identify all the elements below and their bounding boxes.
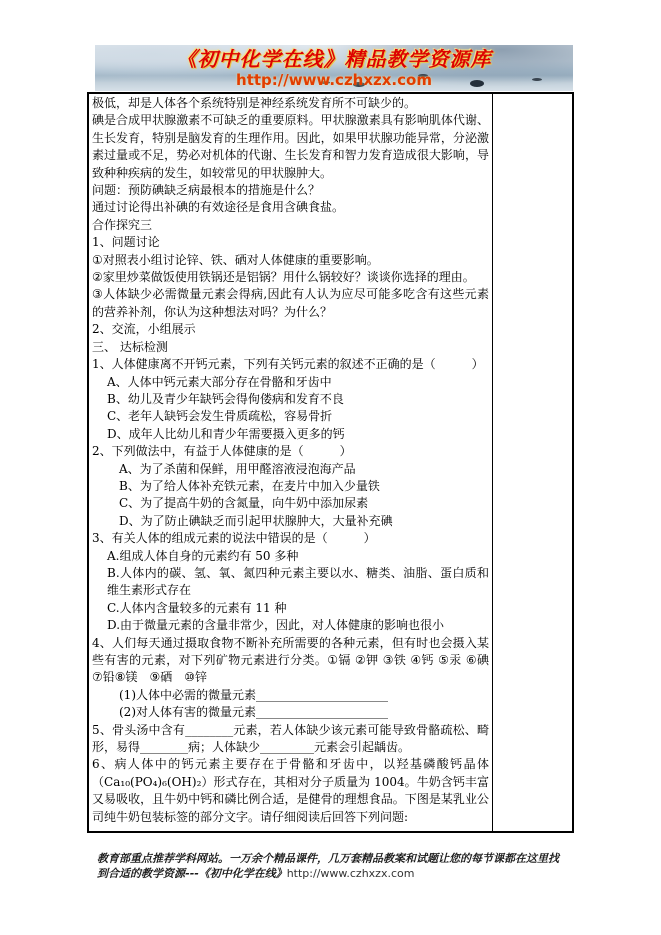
paragraph: B.人体内的碳、氢、氧、氮四种元素主要以水、糖类、油脂、蛋白质和维生素形式存在 [107, 565, 489, 598]
paragraph: 6、病人体中的钙元素主要存在于骨骼和牙齿中，以羟基磷酸钙晶体（Ca₁₀(PO₄)₆(OH)₂）形式存在，其相对分子质量为 1004。牛奶含钙丰富又易吸收，且牛奶中钙和磷比例合适，是健骨的理想食品。下图是某乳业公司纯牛奶包装标签的部分文字。请仔细阅读后回答下列问题: [92, 757, 489, 824]
paragraph: 合作探究三 [92, 217, 153, 232]
site-banner [95, 45, 573, 91]
worksheet-body [92, 95, 489, 826]
paragraph: 3、有关人体的组成元素的说法中错误的是（ ） [92, 531, 376, 546]
paragraph: 4、人们每天通过摄取食物不断补充所需要的各种元素，但有时也会摄入某些有害的元素，对下列矿物元素进行分类。①镉 ②钾 ③铁 ④钙 ⑤汞 ⑥碘 ⑦铅⑧镁 ⑨硒 ⑩锌 [92, 635, 489, 685]
paragraph: 通过讨论得出补碘的有效途径是食用含碘食盐。 [92, 200, 345, 215]
worksheet-main-cell [89, 94, 492, 831]
banner-title: 《初中化学在线》精品教学资源库 [176, 47, 492, 71]
paragraph: B、幼儿及青少年缺钙会得佝偻病和发育不良 [107, 391, 344, 406]
paragraph: A、为了杀菌和保鲜，用甲醛溶液浸泡海产品 [119, 461, 356, 476]
paragraph: 1、问题讨论 [92, 235, 160, 250]
paragraph: 碘是合成甲状腺激素不可缺乏的重要原料。甲状腺激素具有影响肌体代谢、生长发育，特别是脑发育的生理作用。因此，如果甲状腺功能异常，分泌激素过量或不足，势必对机体的代谢、生长发育和智力发育造成很大影响，导致种种疾病的发生，如较常见的甲状腺肿大。 [92, 113, 489, 180]
paragraph: 2、交流，小组展示 [92, 322, 196, 337]
banner-url[interactable]: http://www.czhxzx.com [236, 71, 432, 89]
paragraph: 5、骨头汤中含有________元素，若人体缺少该元素可能导致骨骼疏松、畸形，易得________病；人体缺少_________元素会引起龋齿。 [92, 722, 489, 755]
worksheet-side-cell [492, 94, 572, 831]
page-footer [97, 851, 569, 881]
paragraph: D、成年人比幼儿和青少年需要摄入更多的钙 [107, 426, 345, 441]
paragraph: ②家里炒菜做饭使用铁锅还是铝锅？用什么锅较好？谈谈你选择的理由。 [92, 270, 475, 285]
paragraph: A.组成人体自身的元素约有 50 多种 [107, 548, 299, 563]
paragraph: 1、人体健康离不开钙元素，下列有关钙元素的叙述不正确的是（ ） [92, 357, 484, 372]
paragraph: (1)人体中必需的微量元素______________________ [119, 687, 388, 702]
paragraph: D、为了防止碘缺乏而引起甲状腺肿大，大量补充碘 [119, 513, 393, 528]
paragraph: 2、下列做法中，有益于人体健康的是（ ） [92, 444, 352, 459]
paragraph: C.人体内含量较多的元素有 11 种 [107, 600, 287, 615]
paragraph: D.由于微量元素的含量非常少，因此，对人体健康的影响也很小 [107, 618, 445, 633]
paragraph: C、老年人缺钙会发生骨质疏松，容易骨折 [107, 409, 333, 424]
footer-text: 教育部重点推荐学科网站。一万余个精品课件，几万套精品教案和试题让您的每节课都在这里找到合适的教学资源---《初中化学在线》 [97, 852, 559, 880]
footer-url[interactable]: http://www.czhxzx.com [286, 867, 415, 880]
paragraph: 问题：预防碘缺乏病最根本的措施是什么？ [92, 183, 321, 198]
paragraph: (2)对人体有害的微量元素______________________ [119, 705, 388, 720]
paragraph: 三、 达标检测 [92, 339, 168, 354]
paragraph: 极低，却是人体各个系统特别是神经系统发育所不可缺少的。 [92, 96, 417, 110]
paragraph: A、人体中钙元素大部分存在骨骼和牙齿中 [107, 374, 332, 389]
paragraph: ③人体缺少必需微量元素会得病,因此有人认为应尽可能多吃含有这些元素的营养补剂，你认为这种想法对吗？为什么？ [92, 287, 489, 319]
paragraph: B、为了给人体补充铁元素，在麦片中加入少量铁 [119, 478, 380, 493]
paragraph: C、为了提高牛奶的含氮量，向牛奶中添加尿素 [119, 496, 369, 511]
paragraph: ①对照表小组讨论锌、铁、硒对人体健康的重要影响。 [92, 252, 379, 267]
worksheet-table [87, 92, 574, 833]
